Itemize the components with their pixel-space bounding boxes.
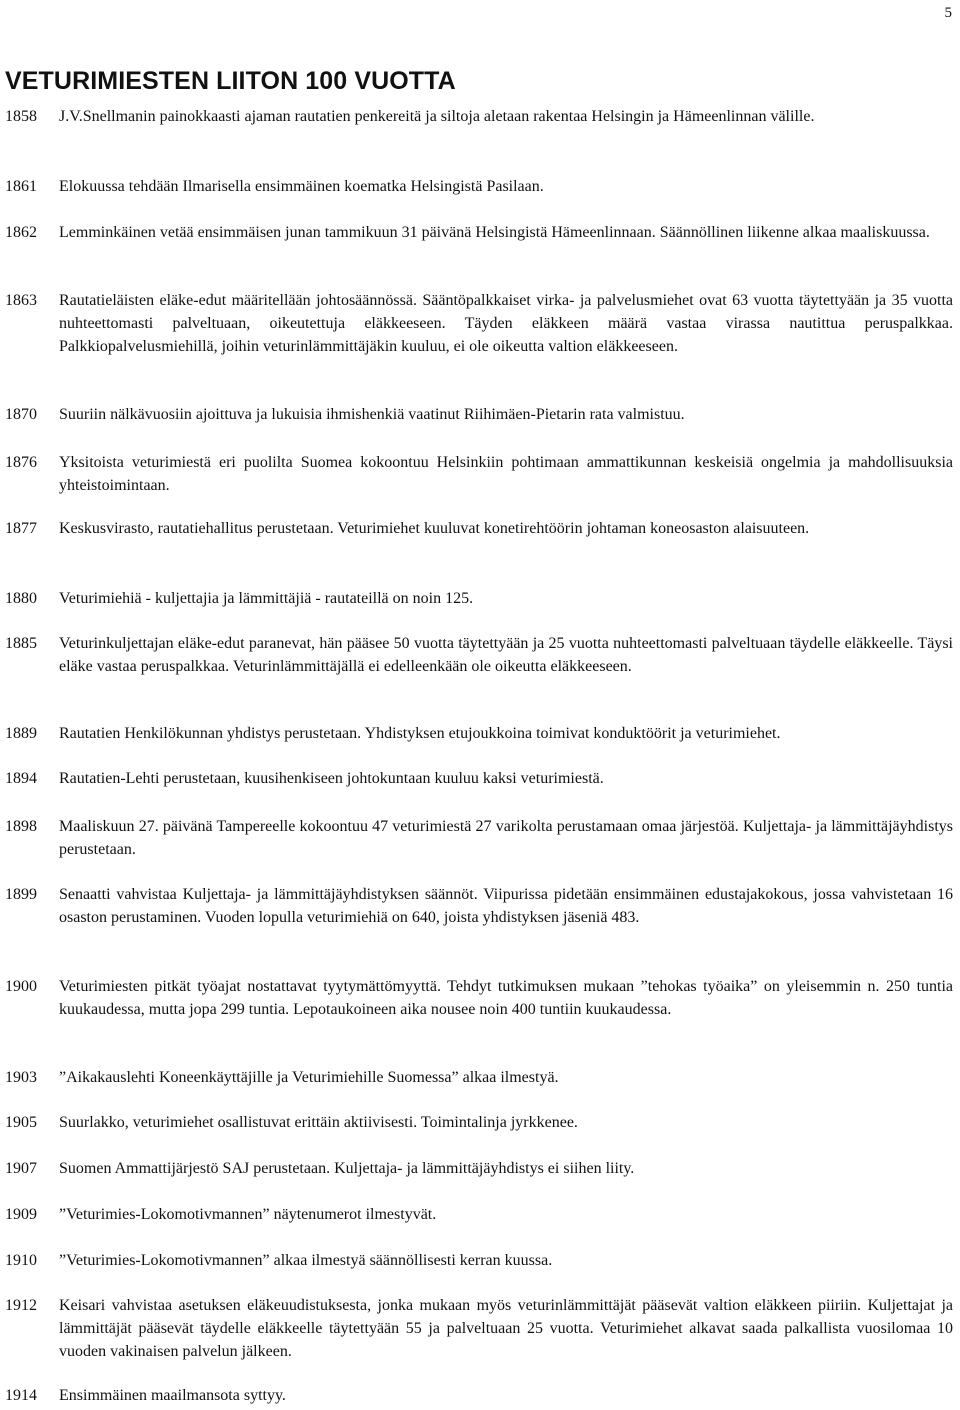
entry-text: Veturimiesten pitkät työajat nostattavat tyytymättömyyttä. Tehdyt tutkimuksen mukaan ”tehokas työaika” on yleisemmin n. 250 tuntia kuukaudessa, mutta jopa 299 tuntia. Lepotaukoineen aika nousee noin 400 tuntiin kuukaudessa.	[59, 978, 953, 1018]
entry-year: 1880	[5, 590, 37, 607]
entry-text: Elokuussa tehdään Ilmarisella ensimmäinen koematka Helsingistä Pasilaan.	[59, 178, 544, 195]
entry-year: 1885	[5, 635, 37, 652]
entry-year: 1900	[5, 978, 37, 995]
timeline-entry-1885	[5, 632, 953, 678]
entry-year: 1861	[5, 178, 37, 195]
timeline-entry-1870	[5, 403, 953, 426]
entry-text: Veturimiehiä - kuljettajia ja lämmittäjiä - rautateillä on noin 125.	[59, 590, 474, 607]
timeline-entry-1899	[5, 883, 953, 929]
entry-year: 1898	[5, 818, 37, 835]
entry-year: 1870	[5, 406, 37, 423]
entry-text: Rautatien Henkilökunnan yhdistys perustetaan. Yhdistyksen etujoukkoina toimivat konduktöörit ja veturimiehet.	[59, 725, 781, 742]
entry-year: 1903	[5, 1069, 37, 1086]
entry-year: 1889	[5, 725, 37, 742]
entry-year: 1912	[5, 1297, 37, 1314]
entry-text: J.V.Snellmanin painokkaasti ajaman rautatien penkereitä ja siltoja aletaan rakentaa Helsingin ja Hämeenlinnan välille.	[59, 108, 815, 125]
timeline-entry-1907	[5, 1157, 953, 1180]
entry-text: Maaliskuun 27. päivänä Tampereelle kokoontuu 47 veturimiestä 27 varikolta perustamaan omaa järjestöä. Kuljettaja- ja lämmittäjäyhdistys perustetaan.	[59, 818, 953, 858]
entry-text: Ensimmäinen maailmansota syttyy.	[59, 1387, 286, 1404]
page-number: 5	[944, 5, 952, 21]
timeline-entry-1858	[5, 105, 953, 128]
timeline-entry-1863	[5, 289, 953, 358]
entry-year: 1910	[5, 1252, 37, 1269]
timeline-entry-1861	[5, 175, 953, 198]
entry-text: Suuriin nälkävuosiin ajoittuva ja lukuisia ihmishenkiä vaatinut Riihimäen-Pietarin rata valmistuu.	[59, 406, 685, 423]
timeline-entry-1880	[5, 587, 953, 610]
entry-text: Keskusvirasto, rautatiehallitus perustetaan. Veturimiehet kuuluvat konetirehtöörin johtaman koneosaston alaisuuteen.	[59, 520, 810, 537]
entry-year: 1909	[5, 1206, 37, 1223]
entry-text: Senaatti vahvistaa Kuljettaja- ja lämmittäjäyhdistyksen säännöt. Viipurissa pidetään ensimmäinen edustajakokous, jossa vahvistetaan 16 osaston perustaminen. Vuoden lopulla veturimiehiä on 640, joista yhdistyksen jäseniä 483.	[59, 886, 953, 926]
timeline-entry-1900	[5, 975, 953, 1021]
entry-text: Rautatien-Lehti perustetaan, kuusihenkiseen johtokuntaan kuuluu kaksi veturimiestä.	[59, 770, 604, 787]
timeline-entry-1894	[5, 767, 953, 790]
timeline-entry-1862	[5, 221, 953, 244]
timeline-entry-1876	[5, 451, 953, 497]
entry-text: Suomen Ammattijärjestö SAJ perustetaan. Kuljettaja- ja lämmittäjäyhdistys ei siihen liity.	[59, 1160, 635, 1177]
entry-text: Suurlakko, veturimiehet osallistuvat erittäin aktiivisesti. Toimintalinja jyrkkenee.	[59, 1114, 578, 1131]
entry-year: 1863	[5, 292, 37, 309]
entry-text: Rautatieläisten eläke-edut määritellään johtosäännössä. Sääntöpalkkaiset virka- ja palvelusmiehet ovat 63 vuotta täytettyään ja 35 vuotta nuhteettomasti palveltuaan, oikeutettuja eläkkeeseen. Täyden eläkkeen määrä vastaa virassa nautittua peruspalkkaa. Palkkiopalvelusmiehillä, joihin veturinlämmittäjäkin kuuluu, ei ole oikeutta valtion eläkkeeseen.	[59, 292, 953, 355]
entry-year: 1894	[5, 770, 37, 787]
entry-text: ”Veturimies-Lokomotivmannen” alkaa ilmestyä säännöllisesti kerran kuussa.	[59, 1252, 553, 1269]
timeline-entry-1910	[5, 1249, 953, 1272]
entry-year: 1914	[5, 1387, 37, 1404]
entry-text: Lemminkäinen vetää ensimmäisen junan tammikuun 31 päivänä Helsingistä Hämeenlinnaan. Säännöllinen liikenne alkaa maaliskuussa.	[59, 224, 930, 241]
entry-year: 1907	[5, 1160, 37, 1177]
entry-year: 1899	[5, 886, 37, 903]
entry-year: 1905	[5, 1114, 37, 1131]
page-title: VETURIMIESTEN LIITON 100 VUOTTA	[5, 67, 456, 95]
entry-year: 1862	[5, 224, 37, 241]
timeline-entry-1889	[5, 722, 953, 745]
timeline-entry-1903	[5, 1066, 953, 1089]
timeline-entry-1912	[5, 1294, 953, 1363]
entry-year: 1876	[5, 454, 37, 471]
entry-year: 1858	[5, 108, 37, 125]
entry-text: Veturinkuljettajan eläke-edut paranevat, hän pääsee 50 vuotta täytettyään ja 25 vuotta nuhteettomasti palveltuaan täydelle eläkkeelle. Täysi eläke vastaa peruspalkkaa. Veturinlämmittäjällä ei edelleenkään ole oikeutta eläkkeeseen.	[59, 635, 953, 675]
timeline-entry-1914	[5, 1384, 953, 1407]
timeline-entry-1905	[5, 1111, 953, 1134]
entry-text: ”Aikakauslehti Koneenkäyttäjille ja Veturimiehille Suomessa” alkaa ilmestyä.	[59, 1069, 559, 1086]
entry-year: 1877	[5, 520, 37, 537]
timeline-entry-1877	[5, 517, 953, 540]
entry-text: Yksitoista veturimiestä eri puolilta Suomea kokoontuu Helsinkiin pohtimaan ammattikunnan keskeisiä ongelmia ja mahdollisuuksia yhteistoimintaan.	[59, 454, 953, 494]
timeline-entry-1898	[5, 815, 953, 861]
timeline-entry-1909	[5, 1203, 953, 1226]
entry-text: ”Veturimies-Lokomotivmannen” näytenumerot ilmestyvät.	[59, 1206, 437, 1223]
entry-text: Keisari vahvistaa asetuksen eläkeuudistuksesta, jonka mukaan myös veturinlämmittäjät pääsevät valtion eläkkeen piiriin. Kuljettajat ja lämmittäjät pääsevät täydelle eläkkeelle täytettyään 55 ja palveltuaan 25 vuotta. Veturimiehet alkavat saada palkallista vuosilomaa 10 vuoden vakinaisen palvelun jälkeen.	[59, 1297, 953, 1360]
